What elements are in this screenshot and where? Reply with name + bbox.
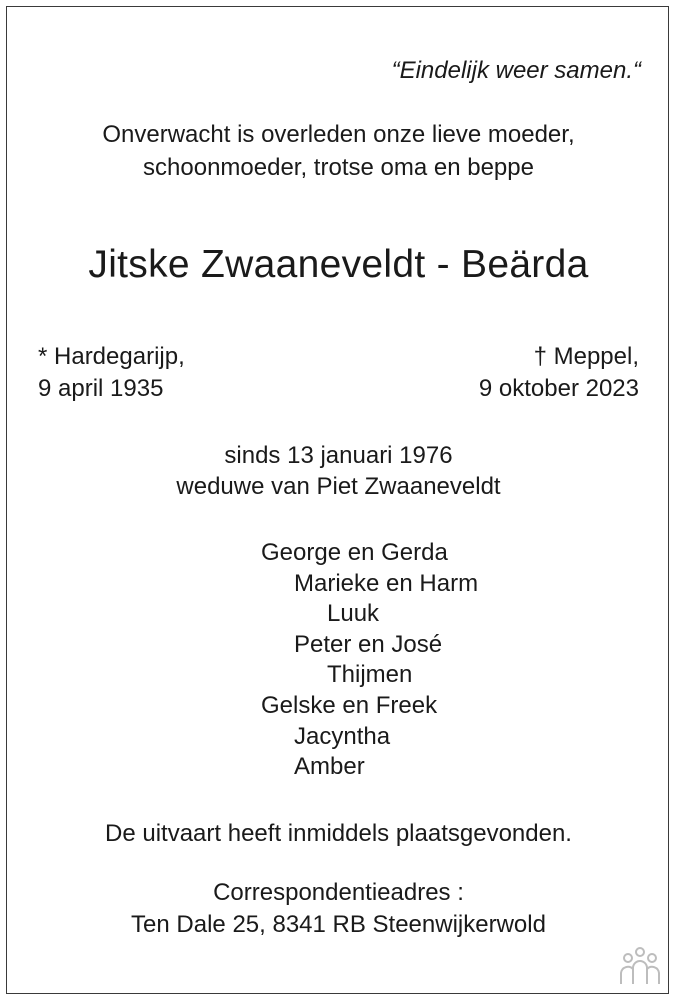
- death-place: † Meppel,: [533, 343, 639, 370]
- family-member: Peter en José: [294, 631, 443, 658]
- correspondence-address: Ten Dale 25, 8341 RB Steenwijkerwold: [131, 911, 546, 938]
- people-group-icon: [617, 946, 663, 986]
- quote-text: “Eindelijk weer samen.“: [391, 57, 641, 84]
- family-member: Marieke en Harm: [294, 570, 479, 597]
- family-member: Amber: [294, 753, 365, 780]
- intro-line-1: Onverwacht is overleden onze lieve moeder,: [102, 121, 575, 148]
- death-date: 9 oktober 2023: [478, 375, 639, 402]
- correspondence-label: Correspondentieadres :: [213, 879, 464, 906]
- family-member: Luuk: [327, 600, 380, 627]
- birth-place: * Hardegarijp,: [38, 343, 185, 370]
- family-member: Thijmen: [327, 661, 413, 688]
- family-member: George en Gerda: [261, 539, 448, 566]
- birth-date: 9 april 1935: [38, 375, 164, 402]
- family-member: Jacyntha: [294, 723, 391, 750]
- widow-of: weduwe van Piet Zwaaneveldt: [176, 473, 501, 500]
- family-member: Gelske en Freek: [261, 692, 438, 719]
- widow-since: sinds 13 januari 1976: [224, 442, 453, 469]
- intro-line-2: schoonmoeder, trotse oma en beppe: [143, 154, 534, 181]
- funeral-note: De uitvaart heeft inmiddels plaatsgevonden.: [105, 820, 572, 847]
- deceased-name: Jitske Zwaaneveldt - Beärda: [88, 243, 589, 286]
